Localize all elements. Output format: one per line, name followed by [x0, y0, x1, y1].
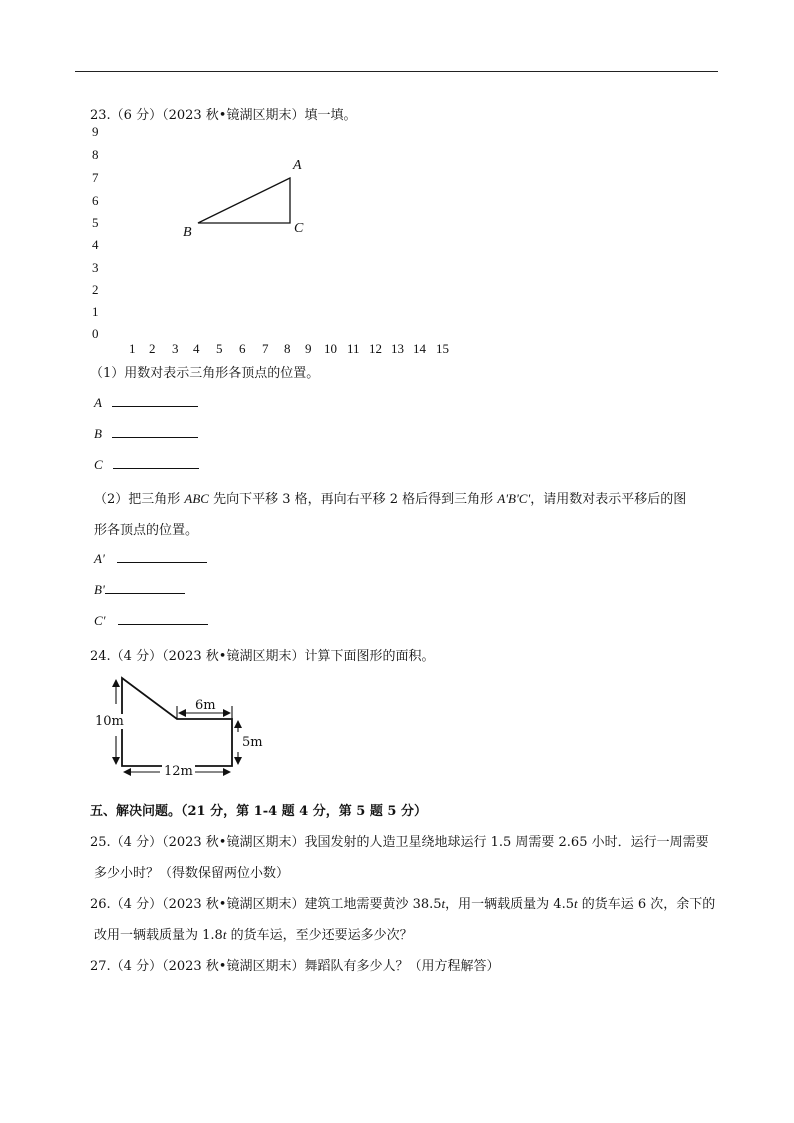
point-label-a: A — [293, 158, 302, 173]
dim-right-label: 5m — [242, 735, 263, 750]
q26-text-a: 26.（4 分）（2023 秋•镜湖区期末）建筑工地需要黄沙 38.5 — [90, 897, 442, 912]
answer-b-prime-label: B' — [94, 582, 105, 597]
x-tick-label: 14 — [413, 341, 426, 356]
x-tick-label: 15 — [436, 341, 449, 356]
q24-heading: 24.（4 分）（2023 秋•镜湖区期末）计算下面图形的面积。 — [90, 649, 435, 664]
x-tick-label: 9 — [305, 341, 312, 356]
y-tick-label: 2 — [92, 282, 99, 297]
unit-t: t — [222, 927, 227, 942]
x-tick-label: 13 — [391, 341, 404, 356]
x-tick-label: 10 — [324, 341, 337, 356]
q26-line2 — [94, 924, 413, 943]
y-tick-label: 1 — [92, 304, 99, 319]
y-tick-label: 5 — [92, 215, 99, 230]
y-tick-label: 6 — [92, 193, 99, 208]
dim-left-label: 10m — [95, 714, 124, 729]
x-tick-label: 3 — [172, 341, 179, 356]
q26-line1 — [90, 893, 715, 912]
answer-a-label: A — [94, 395, 102, 410]
part2-prime: A'B'C' — [497, 491, 531, 506]
q25-line2: 多少小时？（得数保留两位小数） — [94, 866, 290, 881]
y-tick-label: 0 — [92, 326, 99, 341]
answer-b-label: B — [94, 426, 102, 441]
x-tick-label: 12 — [369, 341, 382, 356]
dim-bottom-label: 12m — [164, 764, 193, 779]
q25-line1: 25.（4 分）（2023 秋•镜湖区期末）我国发射的人造卫星绕地球运行 1.5 周需要 2.65 小时．运行一周需要 — [90, 835, 709, 850]
y-tick-label: 9 — [92, 124, 99, 139]
q23-heading: 23.（6 分）（2023 秋•镜湖区期末）填一填。 — [90, 108, 357, 123]
composite-shape — [122, 678, 232, 766]
y-tick-label: 4 — [92, 237, 99, 252]
x-tick-label: 6 — [239, 341, 246, 356]
unit-t: t — [441, 896, 446, 911]
y-tick-label: 8 — [92, 147, 99, 162]
q26-text-c: 的货车运 6 次，余下的 — [577, 897, 716, 912]
x-tick-label: 8 — [284, 341, 291, 356]
x-tick-label: 11 — [347, 341, 360, 356]
x-tick-label: 4 — [193, 341, 200, 356]
q23-part1: （1）用数对表示三角形各顶点的位置。 — [90, 366, 320, 381]
q26-text-b: ，用一辆载质量为 4.5 — [445, 897, 574, 912]
point-label-c: C — [294, 221, 304, 236]
unit-t: t — [573, 896, 578, 911]
q26-text-d: 改用一辆载质量为 1.8 — [94, 928, 223, 943]
y-tick-label: 7 — [92, 170, 99, 185]
answer-c-prime-label: C′ — [94, 613, 106, 628]
answer-c-label: C — [94, 457, 103, 472]
x-tick-label: 7 — [262, 341, 269, 356]
q23-part2-line2: 形各顶点的位置。 — [94, 523, 199, 538]
point-label-b: B — [183, 225, 192, 240]
q26-text-e: 的货车运，至少还要运多少次？ — [226, 928, 413, 943]
section-5-heading: 五、解决问题。（21 分，第 1-4 题 4 分，第 5 题 5 分） — [90, 804, 427, 819]
y-tick-label: 3 — [92, 260, 99, 275]
part2-text-b: 先向下平移 3 格，再向右平移 2 格后得到三角形 — [208, 492, 498, 507]
x-tick-label: 1 — [129, 341, 136, 356]
part2-text-a: （2）把三角形 — [94, 492, 185, 507]
q27-line1: 27.（4 分）（2023 秋•镜湖区期末）舞蹈队有多少人？（用方程解答） — [90, 959, 500, 974]
answer-a-prime-label: A′ — [94, 551, 105, 566]
dim-top-label: 6m — [195, 698, 216, 713]
x-tick-label: 2 — [149, 341, 156, 356]
part2-abc: ABC — [184, 491, 209, 506]
x-tick-label: 5 — [216, 341, 223, 356]
part2-text-c: ，请用数对表示平移后的图 — [530, 492, 687, 507]
